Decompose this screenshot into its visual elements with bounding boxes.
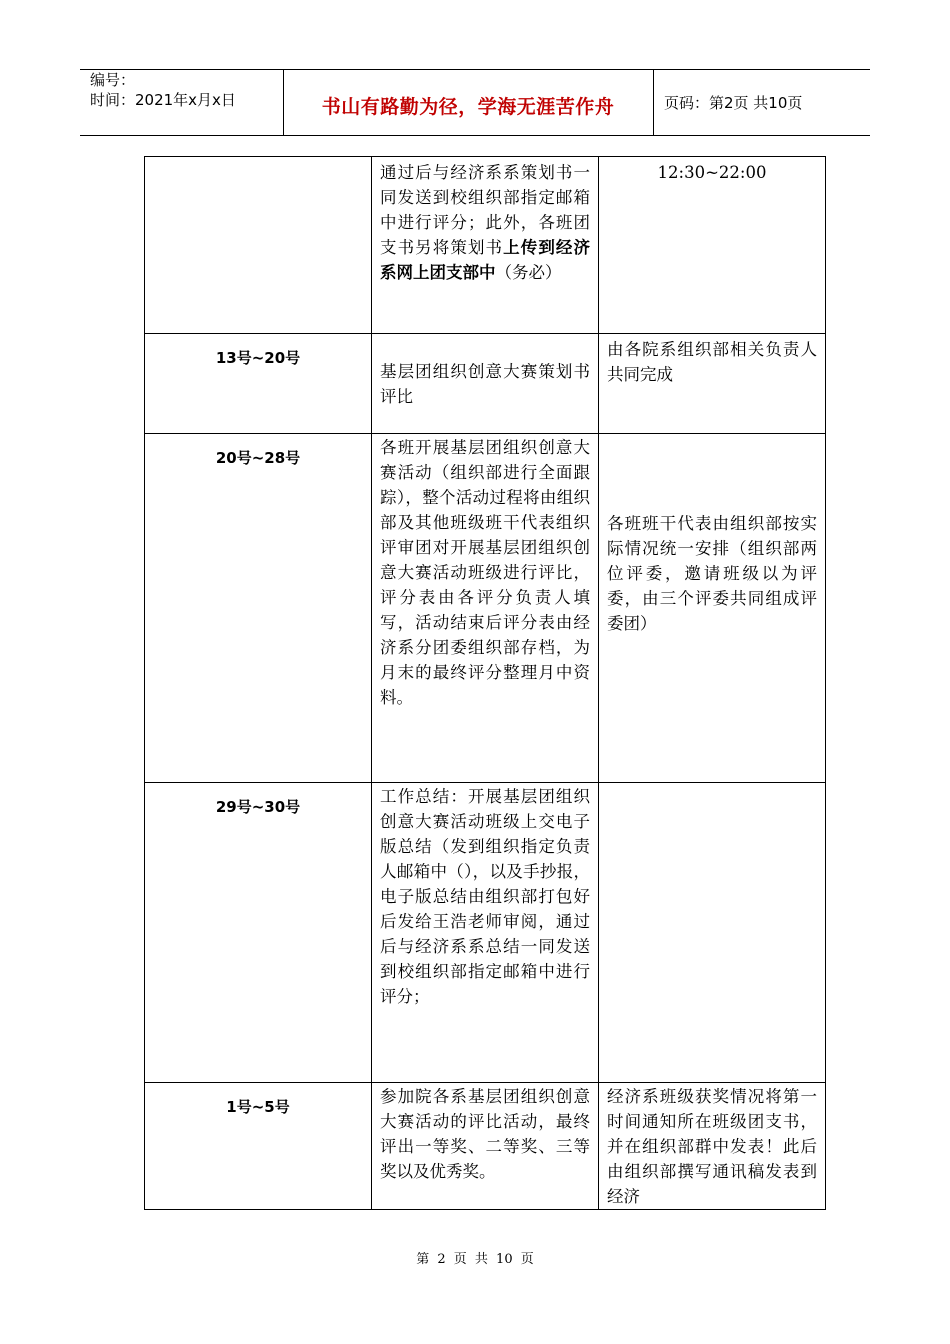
- activity-text: 通过后与经济系系策划书一同发送到校组织部指定邮箱中进行评分；此外，各班团支书另将策划书: [380, 163, 590, 257]
- row-date-cell: 1号~5号: [145, 1083, 372, 1210]
- row-activity-cell: 基层团组织创意大赛策划书评比: [372, 334, 599, 434]
- table-row: [145, 334, 826, 434]
- header-top-rule: [80, 69, 870, 70]
- table-row: [145, 157, 826, 334]
- schedule-table: [144, 156, 826, 1210]
- table-row: [145, 783, 826, 1083]
- row-note-cell: [599, 783, 826, 1083]
- row-note-cell: 由各院系组织部相关负责人共同完成: [599, 334, 826, 434]
- page-info: 页码：第2页 共10页: [664, 94, 803, 112]
- activity-text-tail: （务必）: [495, 263, 562, 282]
- row-note-cell: 经济系班级获奖情况将第一时间通知所在班级团支书，并在组织部群中发表！此后由组织部撰写通讯稿发表到经济: [599, 1083, 826, 1210]
- table-row: [145, 1083, 826, 1210]
- row-activity-cell: [372, 157, 599, 334]
- page-footer: 第 2 页 共 10 页: [416, 1252, 534, 1267]
- row-activity-cell: 各班开展基层团组织创意大赛活动（组织部进行全面跟踪），整个活动过程将由组织部及其他班级班干代表组织评审团对开展基层团组织创意大赛活动班级进行评比，评分表由各评分负责人填写，活动结束后评分表由经济系分团委组织部存档，为月末的最终评分整理月中资料。: [372, 434, 599, 783]
- row-activity-cell: 工作总结：开展基层团组织创意大赛活动班级上交电子版总结（发到组织指定负责人邮箱中（），以及手抄报，电子版总结由组织部打包好后发给王浩老师审阅，通过后与经济系系总结一同发送到校组织部指定邮箱中进行评分；: [372, 783, 599, 1083]
- date-label: 时间：2021年x月x日: [90, 91, 236, 109]
- header-bottom-rule: [80, 135, 870, 136]
- row-note-cell: 各班班干代表由组织部按实际情况统一安排（组织部两位评委，邀请班级以为评委，由三个评委共同组成评委团）: [599, 434, 826, 783]
- header-divider-right: [653, 69, 654, 135]
- header-motto: 书山有路勤为径，学海无涯苦作舟: [321, 96, 615, 118]
- row-date-cell: 13号~20号: [145, 334, 372, 434]
- table-row: [145, 434, 826, 783]
- activity-emphasis: 上传到经济系网上团支部中: [380, 238, 591, 282]
- serial-label: 编号：: [90, 71, 136, 89]
- row-date-cell: 20号~28号: [145, 434, 372, 783]
- row-note-cell: 12:30~22:00: [599, 157, 826, 334]
- row-date-cell: [145, 157, 372, 334]
- row-date-cell: 29号~30号: [145, 783, 372, 1083]
- row-activity-cell: 参加院各系基层团组织创意大赛活动的评比活动，最终评出一等奖、二等奖、三等奖以及优秀奖。: [372, 1083, 599, 1210]
